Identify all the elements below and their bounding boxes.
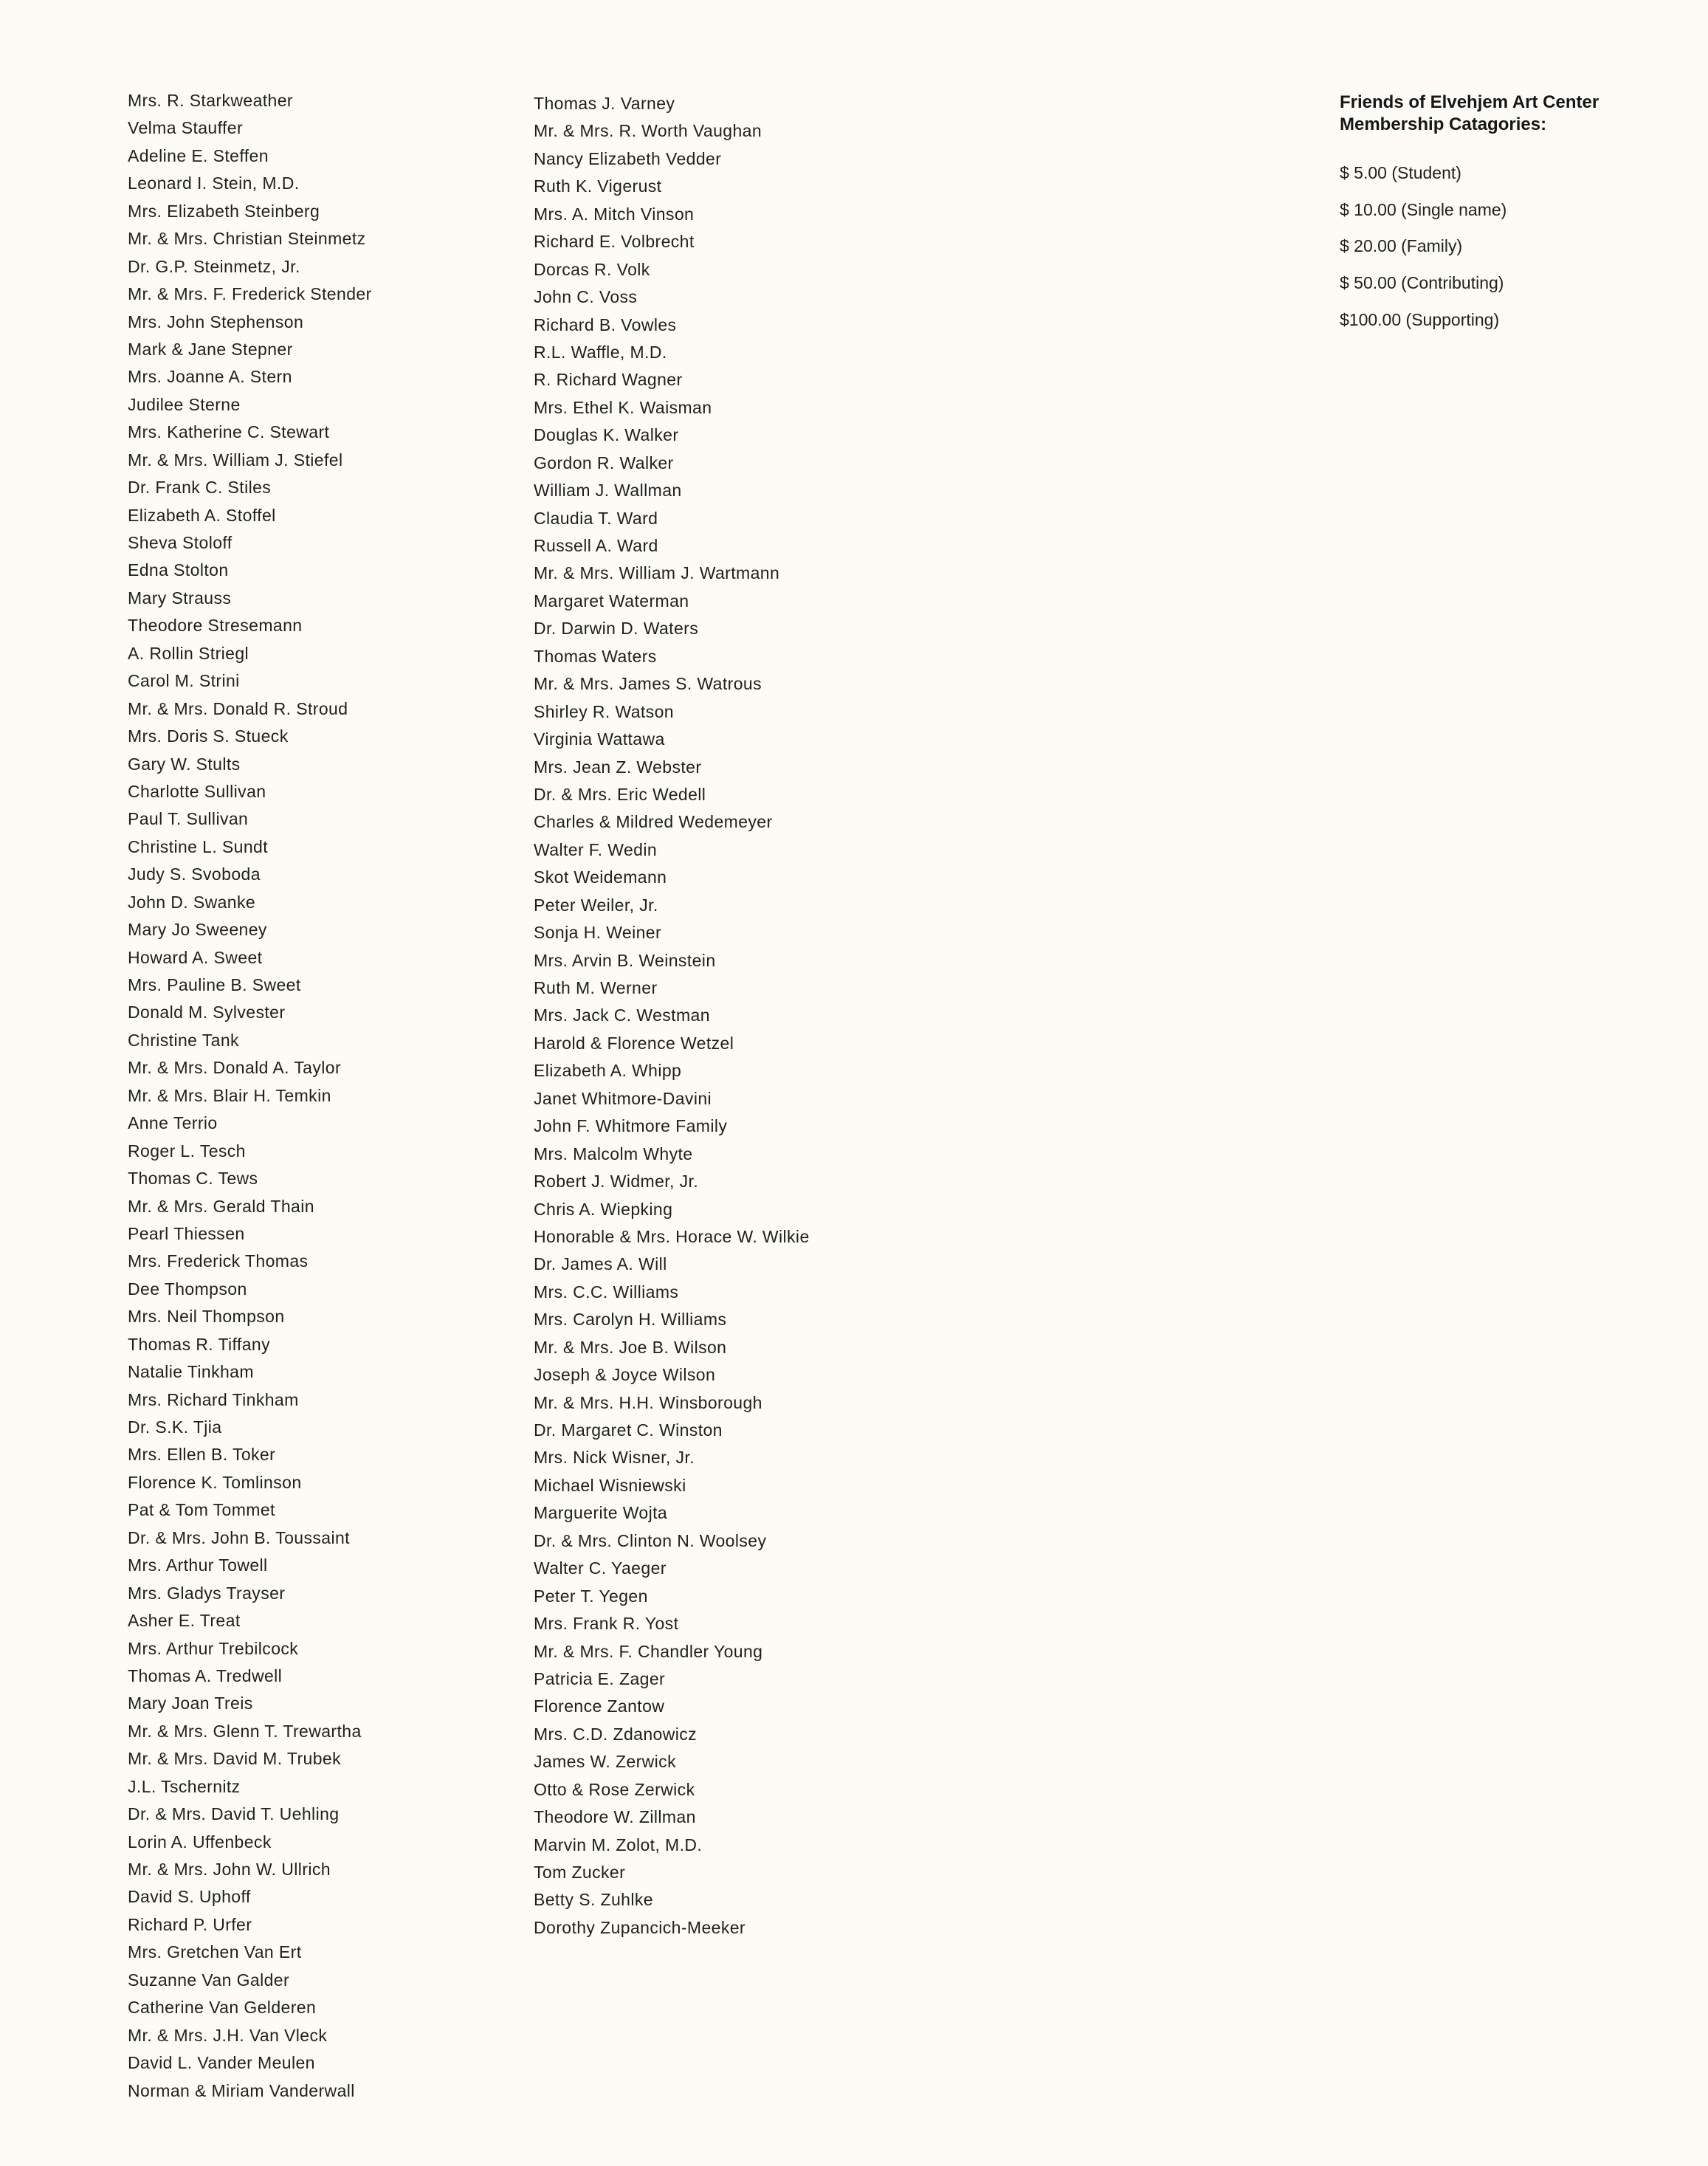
member-name: Mrs. Arthur Trebilcock: [128, 1638, 299, 1658]
membership-categories-box: [1340, 92, 1694, 338]
member-name: Norman & Miriam Vanderwall: [128, 2080, 355, 2100]
member-name: Mr. & Mrs. F. Frederick Stender: [128, 284, 372, 304]
member-name: Christine Tank: [128, 1030, 239, 1050]
member-name: Mrs. Katherine C. Stewart: [128, 422, 330, 442]
member-name: Dr. Darwin D. Waters: [534, 619, 699, 639]
member-name: Pearl Thiessen: [128, 1223, 245, 1243]
member-name: Paul T. Sullivan: [128, 809, 249, 829]
member-name: Janet Whitmore-Davini: [534, 1088, 712, 1108]
member-name: Claudia T. Ward: [534, 508, 658, 528]
names-column-middle: [534, 90, 810, 1942]
member-name: Mr. & Mrs. William J. Stiefel: [128, 450, 343, 470]
member-name: Mr. & Mrs. David M. Trubek: [128, 1749, 342, 1769]
member-name: Mrs. C.C. Williams: [534, 1282, 679, 1302]
member-name: Honorable & Mrs. Horace W. Wilkie: [534, 1226, 810, 1246]
member-name: Robert J. Widmer, Jr.: [534, 1172, 699, 1192]
membership-heading: [1340, 92, 1694, 136]
member-name: Michael Wisniewski: [534, 1475, 686, 1495]
member-name: Nancy Elizabeth Vedder: [534, 148, 722, 168]
member-name: Elizabeth A. Stoffel: [128, 505, 276, 525]
member-name: Mr. & Mrs. H.H. Winsborough: [534, 1392, 762, 1412]
member-name: Peter T. Yegen: [534, 1586, 648, 1606]
member-name: Walter F. Wedin: [534, 839, 658, 859]
member-name: John D. Swanke: [128, 892, 256, 912]
member-name: Chris A. Wiepking: [534, 1199, 673, 1219]
member-name: Mrs. A. Mitch Vinson: [534, 204, 695, 224]
member-name: Mrs. John Stephenson: [128, 312, 304, 331]
member-name: Douglas K. Walker: [534, 425, 679, 445]
member-name: Mrs. Richard Tinkham: [128, 1389, 299, 1409]
member-name: David S. Uphoff: [128, 1887, 251, 1907]
member-name: Mrs. Ethel K. Waisman: [534, 397, 712, 417]
member-name: Theodore W. Zillman: [534, 1807, 696, 1827]
member-name: Charlotte Sullivan: [128, 781, 266, 801]
member-name: Mr. & Mrs. Joe B. Wilson: [534, 1337, 727, 1357]
member-name: Mrs. Gretchen Van Ert: [128, 1942, 302, 1962]
member-name: Mr. & Mrs. James S. Watrous: [534, 674, 762, 694]
membership-heading-line1: Friends of Elvehjem Art Center: [1340, 92, 1599, 112]
member-name: Christine L. Sundt: [128, 836, 269, 856]
member-name: Pat & Tom Tommet: [128, 1500, 275, 1520]
member-name: Mr. & Mrs. Gerald Thain: [128, 1196, 314, 1216]
member-name: Leonard I. Stein, M.D.: [128, 173, 300, 193]
member-name: Shirley R. Watson: [534, 701, 675, 721]
member-name: Ruth M. Werner: [534, 978, 658, 997]
member-name: Mary Strauss: [128, 588, 232, 608]
member-name: Joseph & Joyce Wilson: [534, 1365, 716, 1385]
names-column-left: [128, 87, 372, 2105]
member-name: Richard P. Urfer: [128, 1914, 252, 1934]
member-name: Florence K. Tomlinson: [128, 1472, 302, 1492]
member-name: Peter Weiler, Jr.: [534, 895, 658, 915]
member-name: James W. Zerwick: [534, 1752, 676, 1772]
member-name: Thomas J. Varney: [534, 94, 675, 113]
member-name: Mrs. Ellen B. Toker: [128, 1445, 276, 1465]
member-name: Marguerite Wojta: [534, 1503, 668, 1523]
membership-heading-line2: Membership Catagories:: [1340, 114, 1547, 134]
member-name: Mr. & Mrs. F. Chandler Young: [534, 1641, 763, 1661]
member-name: Patricia E. Zager: [534, 1668, 666, 1688]
member-name: Velma Stauffer: [128, 118, 244, 138]
member-name: Mary Jo Sweeney: [128, 920, 267, 940]
member-name: Asher E. Treat: [128, 1611, 241, 1631]
member-name: Mrs. Jack C. Westman: [534, 1005, 710, 1025]
member-name: Richard E. Volbrecht: [534, 232, 695, 252]
member-name: Margaret Waterman: [534, 591, 689, 611]
member-name: Sonja H. Weiner: [534, 923, 662, 943]
membership-category-family: $ 20.00 (Family): [1340, 236, 1463, 256]
member-name: Theodore Stresemann: [128, 616, 303, 636]
member-name: Mrs. Elizabeth Steinberg: [128, 201, 320, 221]
member-name: Otto & Rose Zerwick: [534, 1779, 695, 1799]
member-name: Mrs. Arvin B. Weinstein: [534, 950, 716, 970]
member-name: Elizabeth A. Whipp: [534, 1061, 682, 1081]
membership-category-student: $ 5.00 (Student): [1340, 163, 1461, 182]
member-name: Richard B. Vowles: [534, 314, 677, 334]
member-name: William J. Wallman: [534, 481, 682, 501]
member-name: Edna Stolton: [128, 560, 229, 580]
member-name: Mr. & Mrs. Christian Steinmetz: [128, 229, 366, 249]
member-name: Ruth K. Vigerust: [534, 176, 662, 196]
member-name: Judilee Sterne: [128, 394, 241, 414]
member-name: Lorin A. Uffenbeck: [128, 1832, 272, 1852]
member-name: Mrs. Neil Thompson: [128, 1307, 285, 1327]
member-name: Mr. & Mrs. Blair H. Temkin: [128, 1085, 331, 1105]
member-name: Mrs. Pauline B. Sweet: [128, 975, 301, 994]
member-name: John F. Whitmore Family: [534, 1116, 728, 1136]
member-name: Mr. & Mrs. Glenn T. Trewartha: [128, 1721, 362, 1741]
member-name: Mrs. Frederick Thomas: [128, 1251, 309, 1271]
member-name: Mr. & Mrs. Donald R. Stroud: [128, 698, 348, 718]
member-name: Mrs. Frank R. Yost: [534, 1614, 679, 1634]
member-name: Mark & Jane Stepner: [128, 339, 293, 359]
member-name: Adeline E. Steffen: [128, 145, 269, 165]
membership-category-list: [1340, 155, 1694, 338]
member-name: Judy S. Svoboda: [128, 864, 261, 884]
member-name: Dr. James A. Will: [534, 1254, 667, 1274]
member-name: Howard A. Sweet: [128, 947, 263, 967]
member-name: Mrs. Joanne A. Stern: [128, 367, 292, 387]
member-name: Anne Terrio: [128, 1113, 218, 1133]
member-name: R.L. Waffle, M.D.: [534, 342, 667, 362]
member-name: Harold & Florence Wetzel: [534, 1033, 734, 1053]
member-name: Donald M. Sylvester: [128, 1003, 286, 1022]
member-name: Mrs. Arthur Towell: [128, 1555, 268, 1575]
member-name: Marvin M. Zolot, M.D.: [534, 1835, 703, 1854]
member-name: Mr. & Mrs. R. Worth Vaughan: [534, 121, 762, 141]
member-name: Dr. Margaret C. Winston: [534, 1420, 723, 1440]
member-name: Gordon R. Walker: [534, 453, 674, 472]
member-name: Catherine Van Gelderen: [128, 1998, 317, 2018]
member-name: Skot Weidemann: [534, 867, 667, 887]
member-name: R. Richard Wagner: [534, 370, 683, 390]
member-name: Florence Zantow: [534, 1696, 665, 1716]
member-name: Mary Joan Treis: [128, 1694, 253, 1713]
member-name: Russell A. Ward: [534, 536, 658, 555]
member-name: A. Rollin Striegl: [128, 643, 249, 663]
member-name: Dorothy Zupancich-Meeker: [534, 1917, 745, 1937]
member-name: Thomas Waters: [534, 646, 657, 666]
member-name: Dr. S.K. Tjia: [128, 1417, 222, 1437]
member-name: J.L. Tschernitz: [128, 1776, 241, 1796]
member-name: Mrs. Gladys Trayser: [128, 1583, 286, 1603]
member-name: Mr. & Mrs. Donald A. Taylor: [128, 1058, 342, 1078]
member-name: Thomas A. Tredwell: [128, 1665, 283, 1685]
member-name: Mrs. Jean Z. Webster: [534, 757, 702, 777]
member-name: Dr. G.P. Steinmetz, Jr.: [128, 256, 300, 276]
member-name: Mrs. C.D. Zdanowicz: [534, 1724, 698, 1744]
member-name: Mr. & Mrs. J.H. Van Vleck: [128, 2025, 328, 2045]
member-name: John C. Voss: [534, 287, 638, 307]
member-name: Natalie Tinkham: [128, 1362, 254, 1382]
member-name: Dr. & Mrs. John B. Toussaint: [128, 1527, 350, 1547]
member-name: Betty S. Zuhlke: [534, 1890, 653, 1910]
member-name: Dee Thompson: [128, 1279, 247, 1299]
membership-category-supporting: $100.00 (Supporting): [1340, 309, 1500, 329]
member-name: Mr. & Mrs. John W. Ullrich: [128, 1860, 331, 1879]
member-name: Mrs. Malcolm Whyte: [534, 1144, 693, 1163]
member-name: Thomas C. Tews: [128, 1169, 258, 1189]
member-name: Mr. & Mrs. William J. Wartmann: [534, 563, 780, 583]
member-name: Walter C. Yaeger: [534, 1558, 667, 1578]
member-name: Dorcas R. Volk: [534, 259, 650, 279]
member-name: Dr. Frank C. Stiles: [128, 478, 272, 498]
member-name: Virginia Wattawa: [534, 729, 665, 749]
member-name: Mrs. Nick Wisner, Jr.: [534, 1448, 695, 1468]
member-name: Dr. & Mrs. David T. Uehling: [128, 1804, 340, 1824]
member-name: Gary W. Stults: [128, 754, 241, 774]
member-name: Charles & Mildred Wedemeyer: [534, 812, 773, 832]
member-name: Roger L. Tesch: [128, 1141, 246, 1161]
member-name: Dr. & Mrs. Clinton N. Woolsey: [534, 1530, 767, 1550]
member-name: Thomas R. Tiffany: [128, 1334, 271, 1354]
membership-category-single: $ 10.00 (Single name): [1340, 199, 1507, 219]
member-name: Mrs. Carolyn H. Williams: [534, 1310, 727, 1330]
member-name: Tom Zucker: [534, 1863, 626, 1882]
member-name: Carol M. Strini: [128, 671, 240, 691]
membership-category-contributing: $ 50.00 (Contributing): [1340, 273, 1504, 293]
member-name: Mrs. R. Starkweather: [128, 91, 293, 110]
member-name: Suzanne Van Galder: [128, 1970, 290, 1990]
member-name: Dr. & Mrs. Eric Wedell: [534, 784, 706, 804]
member-name: David L. Vander Meulen: [128, 2053, 315, 2073]
member-name: Mrs. Doris S. Stueck: [128, 726, 289, 746]
member-name: Sheva Stoloff: [128, 533, 233, 552]
